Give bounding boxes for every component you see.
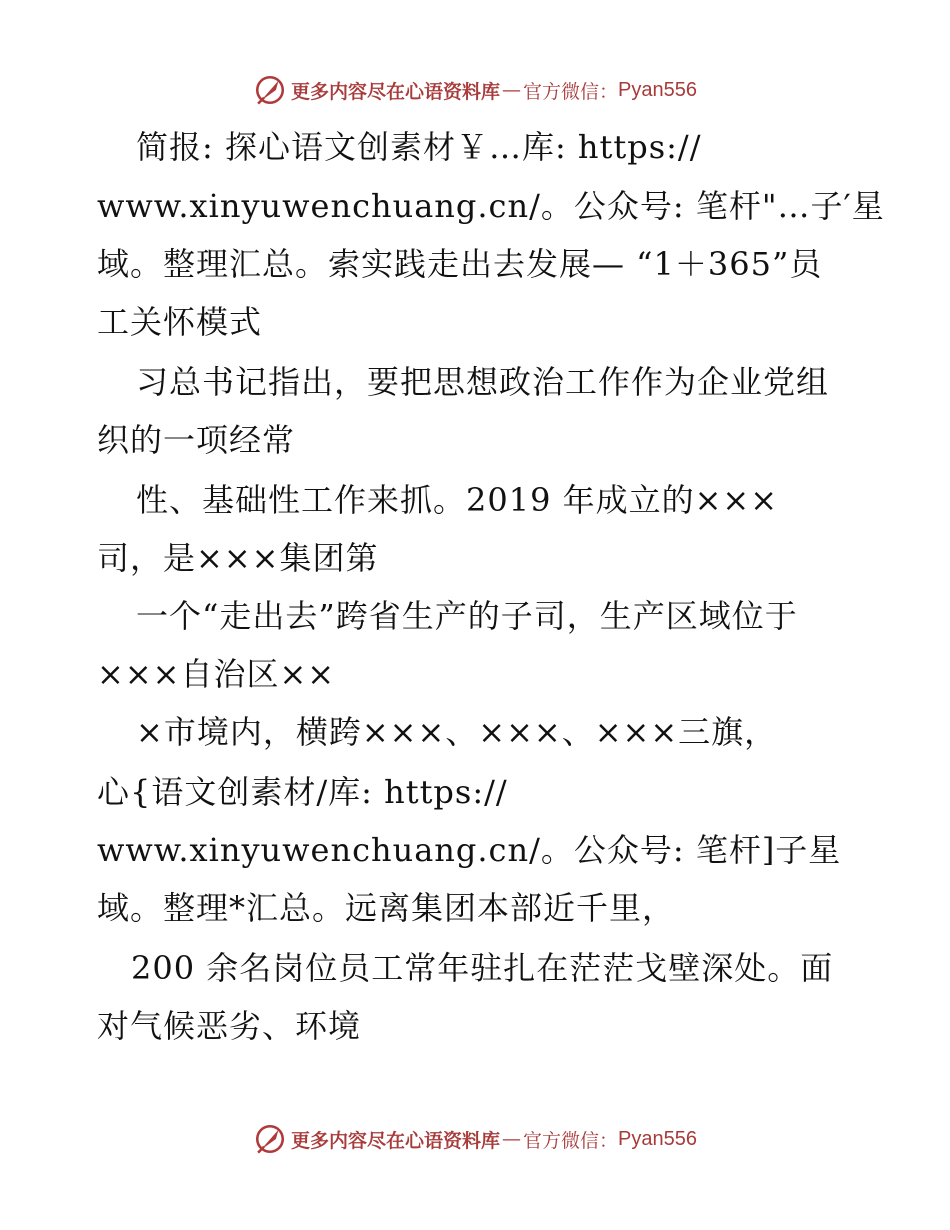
body-line: 200 余名岗位员工常年驻扎在茫茫戈壁深处。面 [131,949,834,987]
body-line: 织的一项经常 [97,421,296,459]
body-line: 对气候恶劣、环境 [97,1007,362,1045]
body-line: www.xinyuwenchuang.cn/。公众号: 笔杆]子星 [97,831,842,869]
quill-logo-icon [253,1122,287,1156]
body-line: 简报: 探心语文创素材￥…库: https:// [136,128,702,166]
body-line: 域。整理汇总。索实践走出去发展— “1＋365”员 [97,245,823,283]
banner-wechat-label: 官方微信： [523,1129,619,1152]
body-line: 工关怀模式 [97,303,263,341]
banner-wechat-label: 官方微信： [523,80,619,103]
footer-banner [0,1119,950,1159]
body-line: ×××自治区×× [97,655,336,693]
body-line: 习总书记指出，要把思想政治工作作为企业党组 [136,363,830,401]
banner-title: 更多内容尽在心语资料库 [291,1129,501,1152]
body-line: ×市境内，横跨×××、×××、×××三旗， [136,713,778,751]
body-line: 性、基础性工作来抓。2019 年成立的××× [136,481,779,519]
banner-wechat-id: Pyan556 [618,1127,697,1150]
header-banner [0,70,950,110]
body-line: www.xinyuwenchuang.cn/。公众号: 笔杆"…子′星 [97,187,885,225]
banner-wechat-id: Pyan556 [618,78,697,101]
banner-separator: — [502,1128,522,1150]
body-line: 心{语文创素材/库: https:// [97,773,508,811]
quill-logo-icon [253,73,287,107]
body-line: 一个“走出去”跨省生产的子司，生产区域位于 [136,597,798,635]
body-line: 域。整理*汇总。远离集团本部近千里， [97,889,676,927]
body-line: 司，是×××集团第 [97,539,379,577]
banner-separator: — [502,79,522,101]
banner-title: 更多内容尽在心语资料库 [291,80,501,103]
